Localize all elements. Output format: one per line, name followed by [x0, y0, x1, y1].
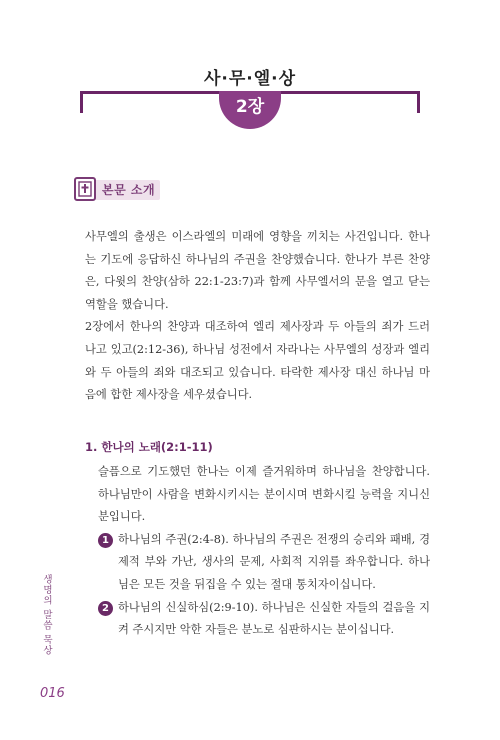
section-heading-label: 본문 소개	[102, 183, 156, 197]
subsection-body	[98, 461, 430, 642]
intro-text	[85, 226, 430, 407]
point-item	[98, 529, 430, 597]
point-item	[98, 597, 430, 642]
point-number-badge: 1	[98, 533, 113, 548]
point-text: 하나님의 신실하심(2:9-10). 하나님은 신실한 자들의 걸음을 지켜 주시지만 악한 자들은 분노로 심판하시는 분이십니다.	[118, 600, 430, 637]
book-title: 사·무·엘·상	[203, 69, 297, 89]
subsection-paragraph: 슬픔으로 기도했던 한나는 이제 즐거워하며 하나님을 찬양합니다. 하나님만이 사람을 변화시키시는 분이시며 변화시킬 능력을 지니신 분입니다.	[98, 465, 430, 524]
bible-cross-icon	[74, 177, 96, 201]
running-title: 생명의 말씀 묵상	[41, 574, 52, 656]
section-heading	[74, 179, 164, 201]
intro-paragraph: 2장에서 한나의 찬양과 대조하여 엘리 제사장과 두 아들의 죄가 드러나고 있고(2:12-36), 하나님 성전에서 자라나는 사무엘의 성장과 엘리와 두 아들의 죄와 대조되고 있습니다. 타락한 제사장 대신 하나님 마음에 합한 제사장을 세우셨습니다.	[85, 320, 430, 402]
point-number-badge: 2	[98, 601, 113, 616]
intro-paragraph: 사무엘의 출생은 이스라엘의 미래에 영향을 끼치는 사건입니다. 한나는 기도에 응답하신 하나님의 주권을 찬양했습니다. 한나가 부른 찬양은, 다윗의 찬양(삼하 22:1-23:7)과 함께 사무엘서의 문을 열고 닫는 역할을 했습니다.	[85, 230, 430, 311]
point-text: 하나님의 주권(2:4-8). 하나님의 주권은 전쟁의 승리와 패배, 경제적 부와 가난, 생사의 문제, 사회적 지위를 좌우합니다. 하나님은 모든 것을 뒤집을 수 있는 절대 통치자이십니다.	[118, 532, 430, 591]
chapter-badge: 2장	[219, 91, 281, 129]
page-number: 016	[40, 686, 65, 701]
subsection-title: 1. 한나의 노래(2:1-11)	[85, 440, 213, 454]
